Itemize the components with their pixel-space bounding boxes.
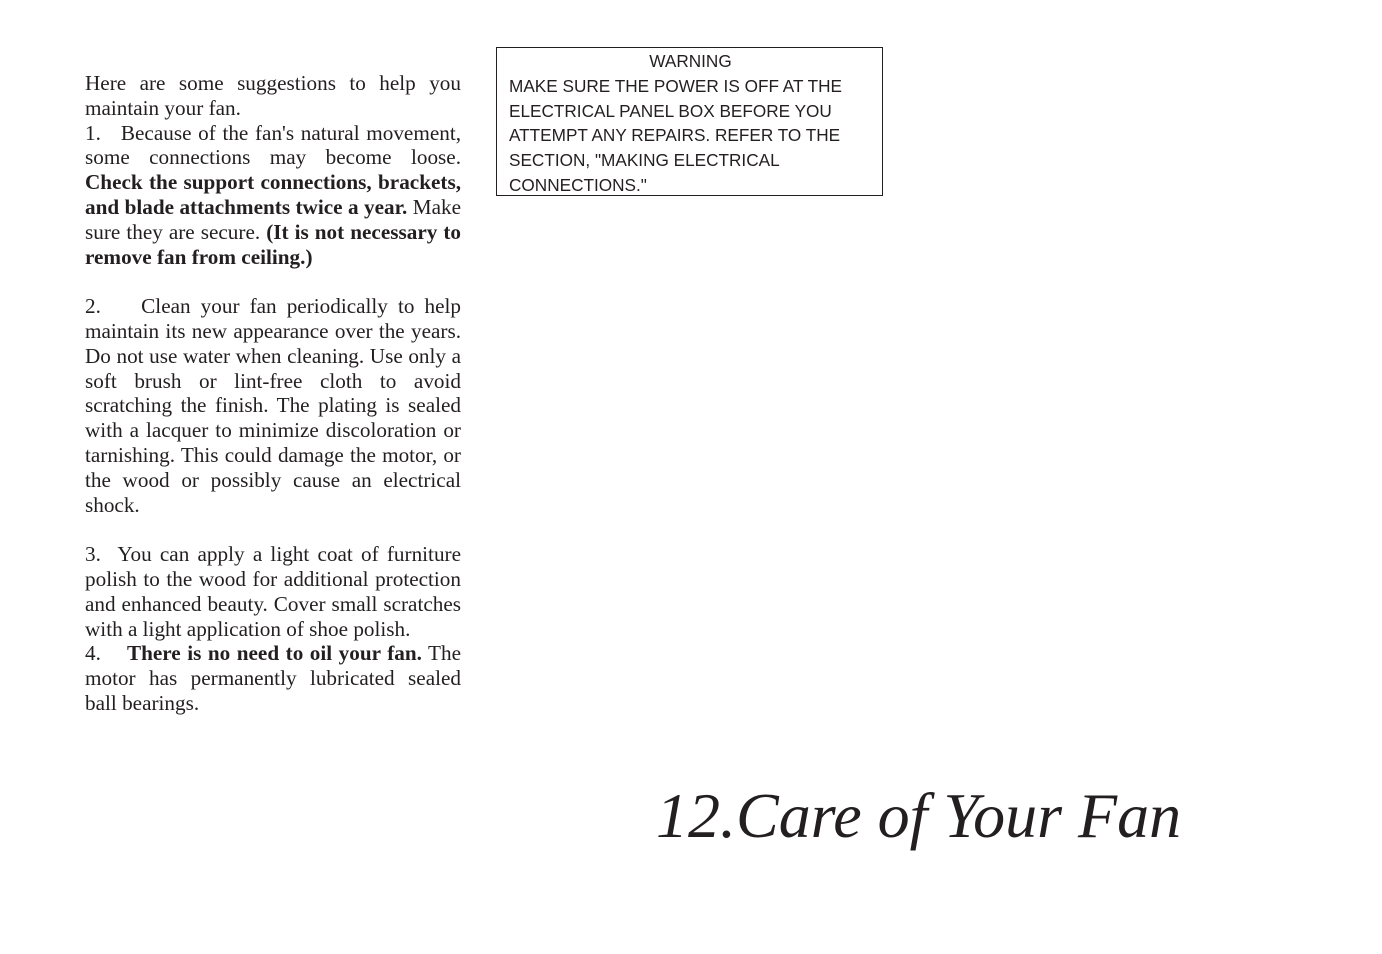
page-title: 12.Care of Your Fan xyxy=(656,780,1182,851)
care-item-4 xyxy=(85,641,461,715)
care-item-3: 3. You can apply a light coat of furniture polish to the wood for additional protection and enhanced beauty. Cover small scratches with a light application of shoe polish. xyxy=(85,542,461,641)
intro-paragraph: Here are some suggestions to help you maintain your fan. xyxy=(85,71,461,120)
care-item-4-bold: There is no need to oil your fan. xyxy=(126,641,422,666)
paragraph-gap xyxy=(85,517,461,542)
care-item-1-bold-check: Check the support connections, brackets, and blade attachments twice a year. xyxy=(85,170,461,219)
care-item-1-bold-note: (It is not necessary to remove fan from ceiling.) xyxy=(85,219,461,269)
warning-title: WARNING xyxy=(649,51,732,71)
care-item-4-text: The motor has permanently lubricated sealed ball bearings. xyxy=(85,641,461,715)
care-item-1-middle: Make sure they are secure. xyxy=(85,194,461,244)
care-item-1-text: 1. Because of the fan's natural movement, some connections may become loose. xyxy=(85,120,461,170)
warning-box xyxy=(496,47,883,196)
care-instructions xyxy=(85,71,461,716)
care-item-4-number: 4. xyxy=(85,641,127,666)
paragraph-gap xyxy=(85,269,461,294)
warning-body: MAKE SURE THE POWER IS OFF AT THE ELECTRICAL PANEL BOX BEFORE YOU ATTEMPT ANY REPAIRS. REFER TO THE SECTION, "MAKING ELECTRICAL CONNECTIONS." xyxy=(509,75,842,195)
care-item-1 xyxy=(85,121,461,270)
care-item-2: 2. Clean your fan periodically to help maintain its new appearance over the years. Do not use water when cleaning. Use only a soft brush or lint-free cloth to avoid scratching the finish. The plating is sealed with a lacquer to minimize discoloration or tarnishing. This could damage the motor, or the wood or possibly cause an electrical shock. xyxy=(85,294,461,517)
